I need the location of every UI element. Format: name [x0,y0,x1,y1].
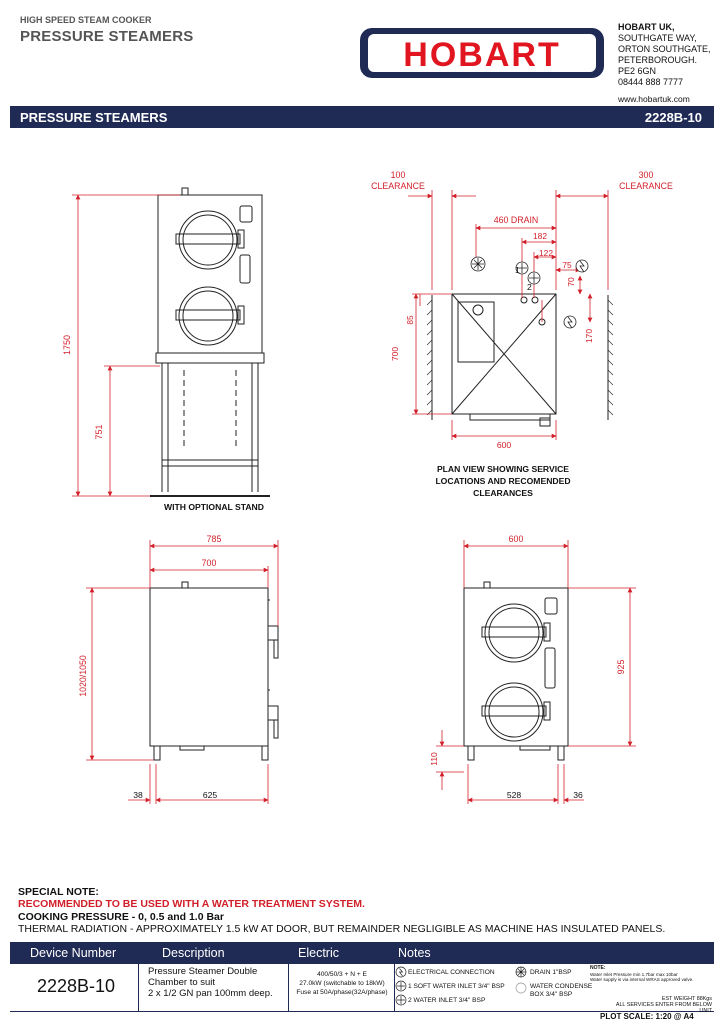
stand-caption: WITH OPTIONAL STAND [164,502,264,512]
hobart-logo [358,26,606,80]
electric-line: Fuse at 50A/phase(32A/phase) [296,989,388,996]
dim-122: 122 [539,248,553,258]
title-banner [10,106,714,128]
dim-110: 110 [429,752,439,766]
notes-heading: SPECIAL NOTE: [18,886,99,898]
description-line: Chamber to suit [148,977,216,989]
dim-528: 528 [506,790,522,800]
notes-water-treatment: RECOMMENDED TO BE USED WITH A WATER TREATMENT SYSTEM. [18,898,365,911]
notes-thermal: THERMAL RADIATION - APPROXIMATELY 1.5 kW AT DOOR, BUT REMAINDER NEGLIGIBLE AS MACHINE HAS INSULATED PANELS. [18,923,666,936]
services-note: ALL SERVICES ENTER FROM BELOW UNIT [615,1002,712,1014]
dim-700-side: 700 [201,558,217,568]
plot-scale: PLOT SCALE: 1:20 @ A4 [600,1012,694,1021]
table-note-title: NOTE: [590,965,606,971]
dim-70: 70 [566,277,576,287]
side-view [150,582,278,760]
address-line: PE2 6GN [618,66,657,76]
table-header [10,942,714,964]
stand-view [150,188,270,496]
dim-38: 38 [133,790,143,800]
legend-soft-water: 1 SOFT WATER INLET 3/4" BSP [408,983,505,990]
plan-caption-line: PLAN VIEW SHOWING SERVICE [436,464,570,474]
legend-electrical: ELECTRICAL CONNECTION [408,969,495,976]
company-address [618,22,711,88]
special-notes [18,886,708,936]
condense-icon [516,983,526,993]
header-device: Device Number [30,946,117,960]
address-line: 08444 888 7777 [618,77,684,87]
dim-625: 625 [202,790,218,800]
header-electric: Electric [298,946,339,960]
dim-75: 75 [562,260,572,270]
table-note-line: Water Inlet Pressure min 1.7bar max 10bar [590,971,678,977]
dim-600-front: 600 [508,534,524,544]
description-line: Pressure Steamer Double [148,966,258,977]
banner-model: 2228B-10 [644,110,702,125]
dim-drain: 460 DRAIN [493,215,539,225]
dim-600-plan: 600 [496,440,512,450]
dim-925: 925 [616,659,626,675]
electric-cell [290,970,394,997]
plan-caption-line: LOCATIONS AND RECOMENDED [435,476,571,486]
dim-1750: 1750 [62,334,72,356]
description-cell [148,966,288,1000]
notes-pressure: COOKING PRESSURE - 0, 0.5 and 1.0 Bar [18,910,224,923]
table-note [590,966,714,983]
plan-view [432,294,608,426]
dim-700: 700 [390,347,400,361]
table-note-line: Water supply is via internal WRAS approved valve. [590,977,694,983]
dim-36: 36 [573,790,583,800]
dim-1020: 1020/1050 [78,655,88,697]
dim-785: 785 [206,534,222,544]
legend-water-inlet: 2 WATER INLET 3/4" BSP [408,997,486,1004]
website-link[interactable]: www.hobartuk.com [618,94,690,104]
dim-182: 182 [533,231,547,241]
legend-condense-2: BOX 3/4" BSP [530,991,573,998]
dim-85: 85 [405,315,415,325]
electric-line: 27.0kW (switchable to 18kW) [299,980,385,987]
address-line: ORTON SOUTHGATE, [618,44,711,54]
description-line: 2 x 1/2 GN pan 100mm deep. [148,988,273,1000]
tag-2: 2 [527,282,532,292]
header-title: PRESSURE STEAMERS [20,28,194,45]
device-number: 2228B-10 [36,976,116,996]
header-subtitle: HIGH SPEED STEAM COOKER [20,15,152,25]
svg-text:HOBART: HOBART [403,36,561,74]
dim-170: 170 [584,329,594,343]
technical-drawing [0,128,724,888]
plan-caption-line: CLEARANCES [473,488,533,498]
banner-title: PRESSURE STEAMERS [20,110,168,125]
dim-751: 751 [94,424,104,440]
tag-1: 1 [515,265,520,275]
address-line: HOBART UK, [618,22,675,32]
dim-clear-right-label: CLEARANCE [619,181,673,191]
header-notes: Notes [398,946,431,960]
address-line: PETERBOROUGH. [618,55,698,65]
dim-clear-left: 100 [390,170,406,180]
header-description: Description [162,946,225,960]
dim-clear-left-label: CLEARANCE [371,181,425,191]
legend-condense: WATER CONDENSE [530,983,593,990]
front-view [464,582,568,760]
electric-line: 400/50/3 + N + E [317,971,367,978]
dim-clear-right: 300 [638,170,654,180]
est-weight: EST WEIGHT 88Kgs [661,996,712,1002]
address-line: SOUTHGATE WAY, [618,33,697,43]
legend-drain: DRAIN 1"BSP [530,969,572,976]
